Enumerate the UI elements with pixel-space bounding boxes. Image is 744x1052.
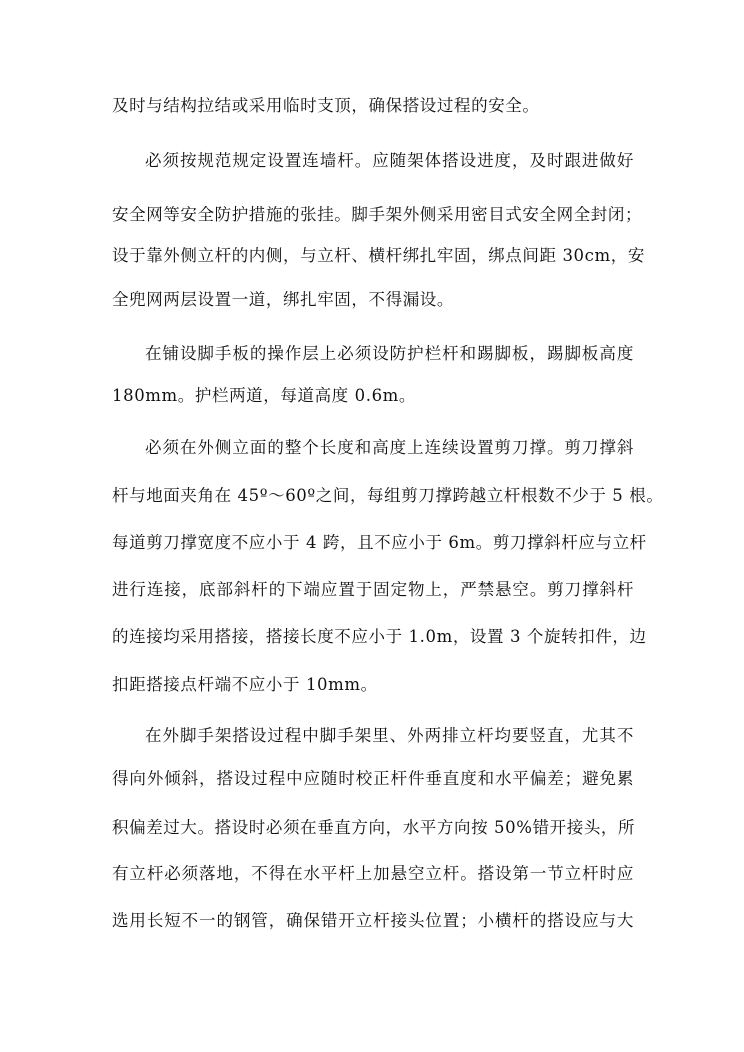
paragraph-1-line-1: 及时与结构拉结或采用临时支顶，确保搭设过程的安全。 [112,96,540,115]
paragraph-3-line-2: 180mm。护栏两道，每道高度 0.6m。 [112,386,417,405]
paragraph-4-line-6: 扣距搭接点杆端不应小于 10mm。 [112,675,378,694]
paragraph-2-line-3: 设于靠外侧立杆的内侧，与立杆、横杆绑扎牢固，绑点间距 30cm，安 [112,246,645,265]
paragraph-4-line-3: 每道剪刀撑宽度不应小于 4 跨，且不应小于 6m。剪刀撑斜杆应与立杆 [112,533,647,552]
paragraph-4-line-2: 杆与地面夹角在 45º～60º之间，每组剪刀撑跨越立杆根数不少于 5 根。 [112,486,664,505]
paragraph-5-line-4: 有立杆必须落地，不得在水平杆上加悬空立杆。搭设第一节立杆时应 [112,864,634,883]
paragraph-2-line-4: 全兜网两层设置一道，绑扎牢固，不得漏设。 [112,290,454,309]
paragraph-4-line-4: 进行连接，底部斜杆的下端应置于固定物上，严禁悬空。剪刀撑斜杆 [112,580,634,599]
paragraph-2-line-1: 必须按规范规定设置连墙杆。应随架体搭设进度，及时跟进做好 [145,151,634,170]
paragraph-5-line-5: 选用长短不一的钢管，确保错开立杆接头位置；小横杆的搭设应与大 [112,911,634,930]
paragraph-4-line-5: 的连接均采用搭接，搭接长度不应小于 1.0m，设置 3 个旋转扣件，边 [112,627,647,646]
paragraph-4-line-1: 必须在外侧立面的整个长度和高度上连续设置剪刀撑。剪刀撑斜 [145,438,634,457]
paragraph-5-line-3: 积偏差过大。搭设时必须在垂直方向，水平方向按 50%错开接头，所 [112,818,636,837]
paragraph-3-line-1: 在铺设脚手板的操作层上必须设防护栏杆和踢脚板，踢脚板高度 [145,344,634,363]
paragraph-2-line-2: 安全网等安全防护措施的张挂。脚手架外侧采用密目式安全网全封闭； [112,205,643,224]
paragraph-5-line-2: 得向外倾斜，搭设过程中应随时校正杆件垂直度和水平偏差；避免累 [112,769,634,788]
paragraph-5-line-1: 在外脚手架搭设过程中脚手架里、外两排立杆均要竖直，尤其不 [145,726,634,745]
